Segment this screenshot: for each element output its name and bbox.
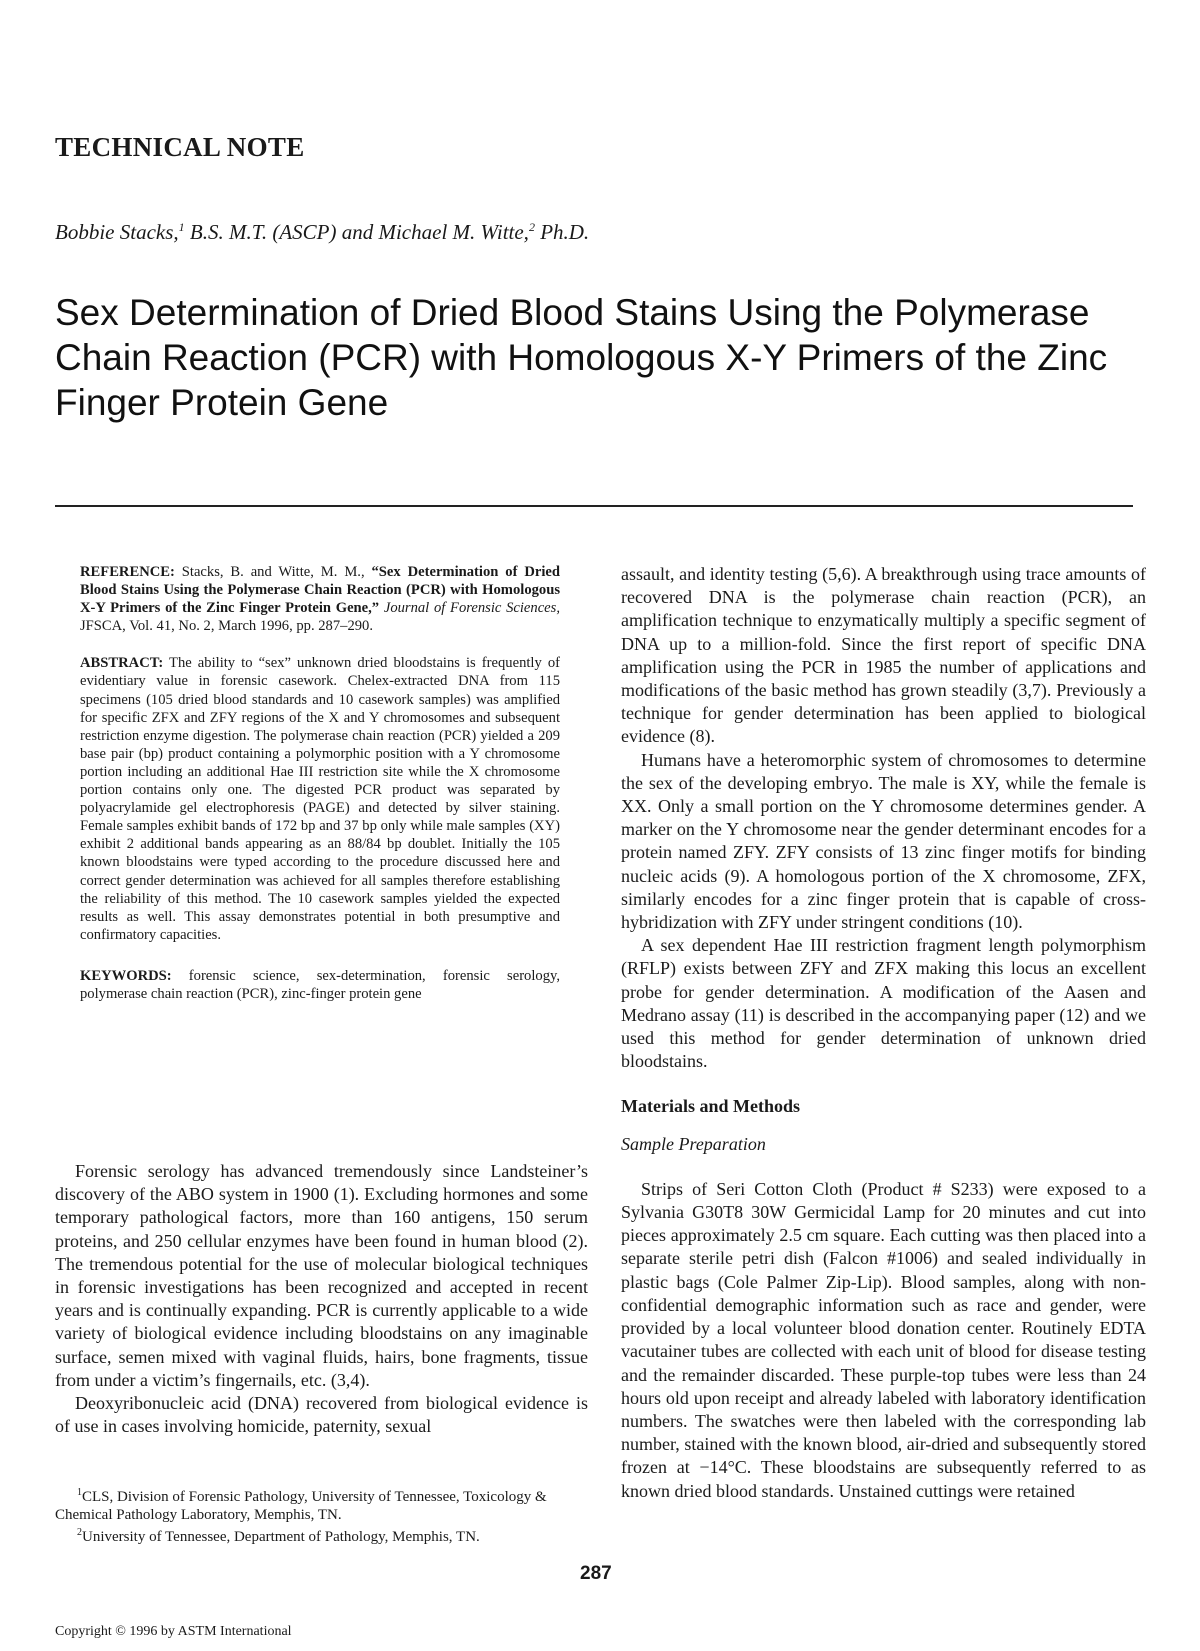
body-left-column [55, 1160, 588, 1438]
subsection-heading: Sample Preparation [621, 1133, 766, 1154]
body-paragraph: assault, and identity testing (5,6). A breakthrough using trace amounts of recovered DNA is the polymerase chain reaction (PCR), an amplification technique to enzymatically multiply a specific segment of DNA up to a million-fold. Since the first report of specific DNA amplification using the PCR in 1985 the number of applications and modifications of the basic method has grown steadily (3,7). Previously a technique for gender determination has been applied to biological evidence (8). [621, 564, 1146, 747]
footnote-1 [55, 1484, 588, 1524]
reference-block [80, 563, 560, 635]
author-line [55, 220, 589, 245]
body-paragraph: Deoxyribonucleic acid (DNA) recovered from biological evidence is of use in cases involving homicide, paternity, sexual [55, 1393, 588, 1437]
body-paragraph: Forensic serology has advanced tremendously since Landsteiner’s discovery of the ABO system in 1900 (1). Excluding hormones and some temporary pathological factors, more than 160 antigens, 150 serum proteins, and 250 cellular enzymes have been found in human blood (2). The tremendous potential for the use of molecular biological techniques in forensic investigations has been recognized and accepted in recent years and is continually expanding. PCR is currently applicable to a wide variety of biological evidence including bloodstains on any imaginable surface, semen mixed with vaginal fluids, hairs, bone fragments, tissue from under a victim’s fingernails, etc. (3,4). [55, 1161, 588, 1390]
keywords-block [80, 967, 560, 1003]
section-label: TECHNICAL NOTE [55, 132, 305, 162]
reference-tail: JFSCA, Vol. 41, No. 2, March 1996, pp. 287–290. [80, 618, 373, 635]
author-1-footnote-mark: 1 [178, 220, 185, 234]
abstract-block [80, 654, 560, 944]
author-2-credentials: Ph.D. [534, 220, 590, 244]
footnote-2-text: University of Tennessee, Department of Pathology, Memphis, TN. [82, 1529, 480, 1545]
section-heading: Materials and Methods [621, 1096, 800, 1117]
footnotes [55, 1484, 588, 1547]
body-paragraph: A sex dependent Hae III restriction fragment length polymorphism (RFLP) exists between ZFY and ZFX making this locus an excellent probe for gender determination. A modification of the Aasen and Medrano assay (11) is described in the accompanying paper (12) and we used this method for gender determination of unknown dried bloodstains. [621, 935, 1146, 1072]
abstract-text: The ability to “sex” unknown dried bloodstains is frequently of evidentiary value in forensic casework. Chelex-extracted DNA from 115 specimens (105 dried blood standards and 10 casework samples) was amplified for specific ZFX and ZFY regions of the X and Y chromosomes and subsequent restriction enzyme digestion. The polymerase chain reaction (PCR) yielded a 209 base pair (bp) product containing a polymorphic position with a Y chromosome portion including an additional Hae III restriction site while the X chromosome portion contains only one. The digested PCR product was separated by polyacrylamide gel electrophoresis (PAGE) and detected by silver staining. Female samples exhibit bands of 172 bp and 37 bp only while male samples (XY) exhibit 2 additional bands appearing as an 88/84 bp doublet. Initially the 105 known bloodstains were typed according to the procedure discussed here and correct gender determination was achieved for all samples therefore establishing the reliability of this method. The 10 casework samples yielded the expected results as well. This assay demonstrates potential in both presumptive and confirmatory capacities. [80, 655, 560, 943]
reference-lead: REFERENCE: [80, 564, 175, 580]
footnote-2 [55, 1524, 588, 1547]
keywords-lead: KEYWORDS: [80, 967, 172, 984]
reference-title: “Sex Determination of Dried Blood Stains Using the Polymerase Chain Reaction (PCR) with Homologous X-Y Primers of the Zinc Finger Protein Gene,” [80, 564, 560, 617]
author-2-footnote-mark: 2 [528, 220, 535, 234]
footnote-1-text: CLS, Division of Forensic Pathology, University of Tennessee, Toxicology & Chemical Pathology Laboratory, Memphis, TN. [55, 1489, 547, 1523]
body-right-column [621, 563, 1146, 1503]
author-credentials: B.S. M.T. (ASCP) and Michael M. Witte, [184, 220, 529, 244]
reference-pre: Stacks, B. and Witte, M. M., [174, 564, 372, 580]
title-divider [55, 505, 1133, 507]
author-1-name: Bobbie Stacks, [55, 220, 179, 244]
abstract-lead: ABSTRACT: [80, 655, 164, 672]
keywords-text: forensic science, sex-determination, forensic serology, polymerase chain reaction (PCR), zinc-finger protein gene [80, 967, 560, 1002]
paper-title: Sex Determination of Dried Blood Stains Using the Polymerase Chain Reaction (PCR) with Homologous X-Y Primers of the Zinc Finger Protein Gene [55, 292, 1108, 423]
reference-journal: Journal of Forensic Sciences, [379, 600, 560, 617]
body-paragraph: Humans have a heteromorphic system of chromosomes to determine the sex of the developing embryo. The male is XY, while the female is XX. Only a small portion on the Y chromosome determines gender. A marker on the Y chromosome near the gender determinant encodes for a protein named ZFY. ZFY consists of 13 zinc finger motifs for binding nucleic acids (9). A homologous portion of the X chromosome, ZFX, similarly encodes for a zinc finger protein that is capable of cross-hybridization with ZFY under stringent conditions (10). [621, 749, 1146, 933]
body-paragraph: Strips of Seri Cotton Cloth (Product # S233) were exposed to a Sylvania G30T8 30W Germicidal Lamp for 20 minutes and cut into pieces approximately 2.5 cm square. Each cutting was then placed into a separate sterile petri dish (Falcon #1006) and sealed individually in plastic bags (Cole Palmer Zip-Lip). Blood samples, along with non-confidential demographic information such as race and gender, were provided by a local volunteer blood donation center. Routinely EDTA vacutainer tubes are collected with each unit of blood for disease testing and the remainder discarded. These purple-top tubes were less than 24 hours old upon receipt and already labeled with laboratory identification numbers. The swatches were then labeled with the corresponding lab number, stained with the known blood, air-dried and subsequently stored frozen at −14°C. These bloodstains are subsequently referred to as known dried blood standards. Unstained cuttings were retained [621, 1178, 1146, 1501]
footnote-1-mark: 1 [77, 1487, 82, 1498]
abstract-column [80, 563, 560, 1003]
copyright-line: Copyright © 1996 by ASTM International [55, 1624, 292, 1639]
page-number: 287 [580, 1563, 612, 1584]
footnote-2-mark: 2 [77, 1527, 82, 1538]
